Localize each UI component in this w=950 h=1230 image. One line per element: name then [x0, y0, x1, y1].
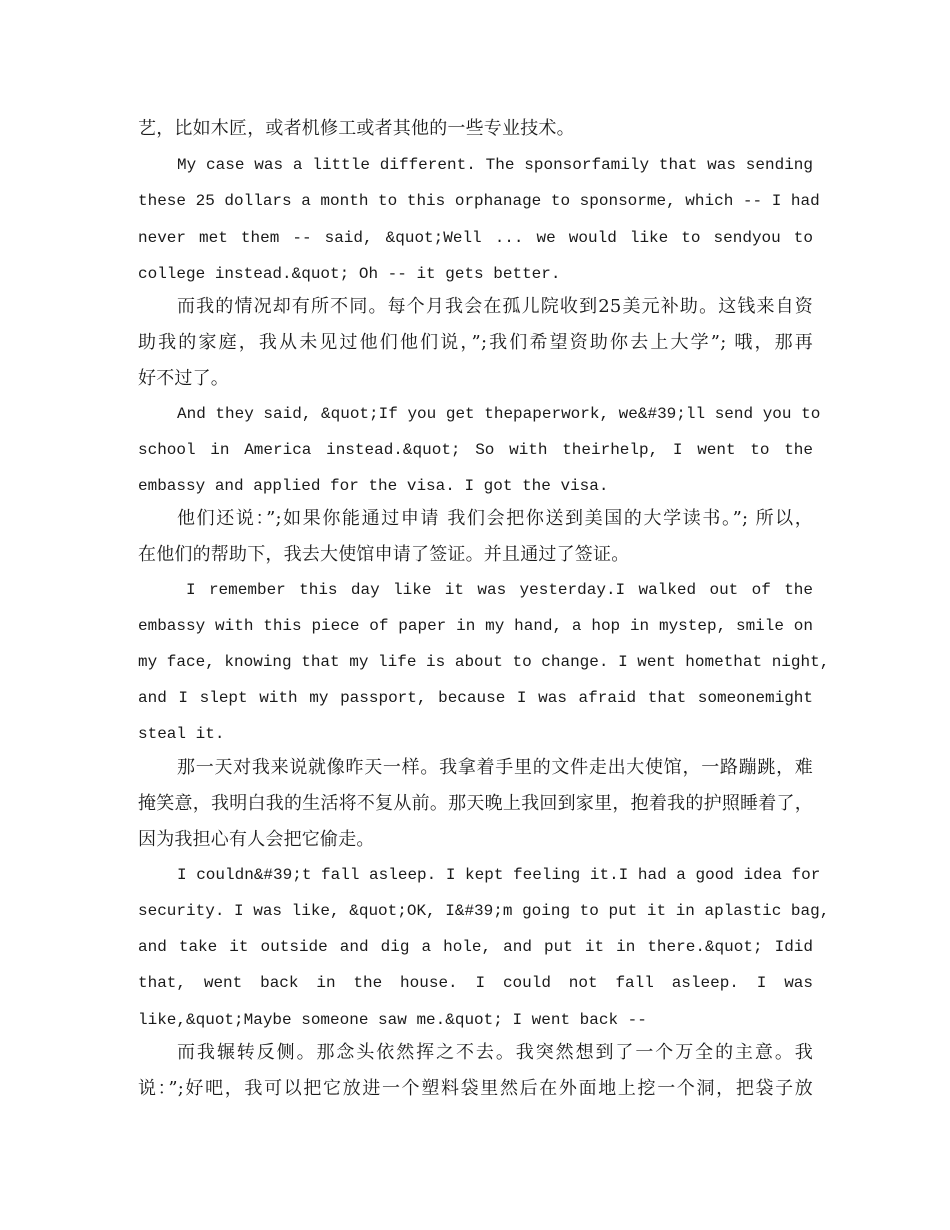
text-line: 说：”;好吧，我可以把它放进一个塑料袋里然后在外面地上挖一个洞，把袋子放	[138, 1078, 813, 1099]
text-line: 好不过了。	[138, 368, 229, 389]
text-line: security. I was like, &quot;OK, I&#39;m going to put it in aplastic bag,	[138, 902, 830, 920]
text-line: 而我辗转反侧。那念头依然挥之不去。我突然想到了一个万全的主意。我	[177, 1042, 813, 1063]
text-line: college instead.&quot; Oh -- it gets better.	[138, 265, 561, 283]
text-line: I couldn&#39;t fall asleep. I kept feeling it.I had a good idea for	[177, 866, 821, 884]
text-line: these 25 dollars a month to this orphanage to sponsorme, which -- I had	[138, 192, 820, 210]
text-line: like,&quot;Maybe someone saw me.&quot; I went back --	[138, 1011, 647, 1029]
text-line: 助我的家庭，我从未见过他们他们说，”;我们希望资助你去上大学”; 哦，那再	[138, 332, 813, 353]
text-line: 在他们的帮助下，我去大使馆申请了签证。并且通过了签证。	[138, 544, 630, 565]
text-line: that, went back in the house. I could not fall asleep. I was	[138, 974, 813, 992]
text-line: 因为我担心有人会把它偷走。	[138, 829, 375, 850]
text-line: I remember this day like it was yesterday.I walked out of the	[186, 581, 813, 599]
text-line: my face, knowing that my life is about to change. I went homethat night,	[138, 653, 830, 671]
text-line: steal it.	[138, 725, 225, 743]
text-line: And they said, &quot;If you get thepaperwork, we&#39;ll send you to	[177, 405, 821, 423]
text-line: never met them -- said, &quot;Well ... we would like to sendyou to	[138, 229, 813, 247]
text-line: 而我的情况却有所不同。每个月我会在孤儿院收到25美元补助。这钱来自资	[177, 296, 813, 317]
text-line: 艺，比如木匠，或者机修工或者其他的一些专业技术。	[138, 118, 575, 139]
text-line: embassy and applied for the visa. I got the visa.	[138, 477, 609, 495]
text-line: embassy with this piece of paper in my hand, a hop in mystep, smile on	[138, 617, 813, 635]
text-line: and take it outside and dig a hole, and put it in there.&quot; Idid	[138, 938, 813, 956]
text-line: 那一天对我来说就像昨天一样。我拿着手里的文件走出大使馆，一路蹦跳，难	[177, 757, 813, 778]
text-line: school in America instead.&quot; So with theirhelp, I went to the	[138, 441, 813, 459]
text-line: 他们还说：”;如果你能通过申请 我们会把你送到美国的大学读书。”; 所以，	[177, 508, 813, 529]
text-line: and I slept with my passport, because I was afraid that someonemight	[138, 689, 813, 707]
text-line: 掩笑意，我明白我的生活将不复从前。那天晚上我回到家里，抱着我的护照睡着了，	[138, 793, 813, 814]
text-line: My case was a little different. The sponsorfamily that was sending	[177, 156, 813, 174]
